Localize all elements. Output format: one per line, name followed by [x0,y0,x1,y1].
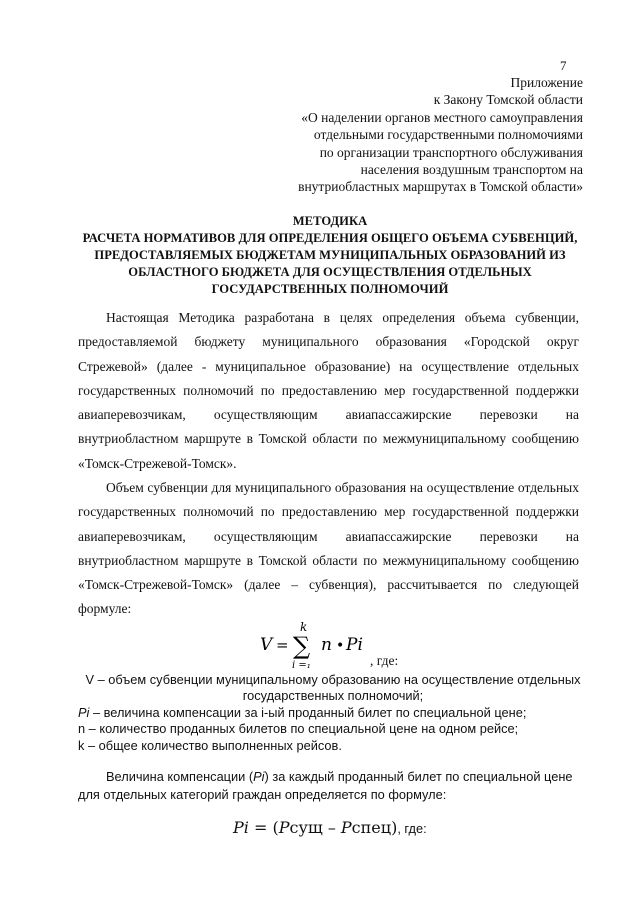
formula-n: n [321,635,332,655]
formula-close: ) [391,818,398,837]
paragraph-text: Настоящая Методика разработана в целях определения объема субвенции, предоставляемой бюджету муниципального образования «Городской округ Стрежевой» (далее - муниципальное образование) на осуществление отдельных государственных полномочий по предоставлению мер государственной поддержки авиаперевозчикам, осуществляющим авиапассажирские перевозки на внутриобластном маршруте в Томской области по межмуниципальному сообщению «Томск-Стрежевой-Томск». [78,310,579,471]
appendix-line: населения воздушным транспортом на [360,162,583,178]
paragraph-compensation [78,768,578,803]
paragraph-text-part: Величина компенсации ( [106,769,254,784]
appendix-line: отдельными государственными полномочиями [313,127,583,143]
paragraph-text [78,768,578,803]
definition-v-cont: государственных полномочий; [242,688,424,704]
paragraph-text: Объем субвенции для муниципального образования на осуществление отдельных государственных полномочий по предоставлению мер государственной поддержки авиаперевозчикам, осуществляющим авиапассажирские перевозки на внутриобластном маршруте в Томской области по межмуниципальному сообщению «Томск-Стрежевой-Томск» (далее – субвенция), рассчитывается по следующей формуле: [78,480,579,617]
paragraph-text-part: ) за каждый проданный билет по специальной цене для отдельных категорий граждан определяется по формуле: [78,769,573,802]
definition-v: V – объем субвенции муниципальному образованию на осуществление отдельных [85,672,581,687]
formula-equals: = ( [248,818,279,837]
appendix-line: «О наделении органов местного самоуправления [301,109,583,125]
formula-subscript: спец [351,818,392,837]
title-line: ОБЛАСТНОГО БЮДЖЕТА ДЛЯ ОСУЩЕСТВЛЕНИЯ ОТДЕЛЬНЫХ [128,265,532,279]
formula-dot: • [336,638,345,654]
appendix-header [223,74,583,196]
pi-symbol: Pi [253,769,265,784]
paragraph-subvention [78,476,579,622]
page-number: 7 [560,58,567,73]
formula-v: V [260,635,273,655]
definition-k: k – общее количество выполненных рейсов. [78,737,342,753]
appendix-line: к Закону Томской области [433,92,583,108]
sum-symbol: ∑ [293,632,311,660]
formula-pi: Pi [346,635,363,655]
appendix-line: по организации транспортного обслуживания [319,144,583,160]
title-line: ГОСУДАРСТВЕННЫХ ПОЛНОМОЧИЙ [211,282,449,296]
formula-upper-limit: k [300,620,308,634]
definition-pi-text: – величина компенсации за i-ый проданный билет по специальной цене; [89,704,527,720]
formula-p: P [278,818,290,837]
paragraph-purpose [78,306,579,476]
formula-equals: = [276,636,289,654]
formula-lower-limit: i =₁ [292,660,311,670]
definitions [78,672,588,754]
title-line: МЕТОДИКА [292,214,368,228]
formula-minus: – [322,818,341,837]
appendix-line: Приложение [510,75,583,90]
formula-subscript: сущ [289,818,323,837]
formula-compensation [233,818,427,837]
formula-where-label: , где: [397,821,427,836]
title-line: РАСЧЕТА НОРМАТИВОВ ДЛЯ ОПРЕДЕЛЕНИЯ ОБЩЕГО ОБЪЕМА СУБВЕНЦИЙ, [82,231,578,245]
definition-n: n – количество проданных билетов по специальной цене на одном рейсе; [78,721,519,737]
document-title [70,213,590,298]
definition-pi [78,705,588,721]
formula-where-label: , где: [370,653,399,668]
formula-pi: Pi [233,818,249,837]
pi-symbol: Pi [78,704,90,720]
appendix-line: внутриобластных маршрутах в Томской области» [298,179,583,195]
formula-p: P [340,818,352,837]
title-line: ПРЕДОСТАВЛЯЕМЫХ БЮДЖЕТАМ МУНИЦИПАЛЬНЫХ ОБРАЗОВАНИЙ ИЗ [94,248,566,262]
